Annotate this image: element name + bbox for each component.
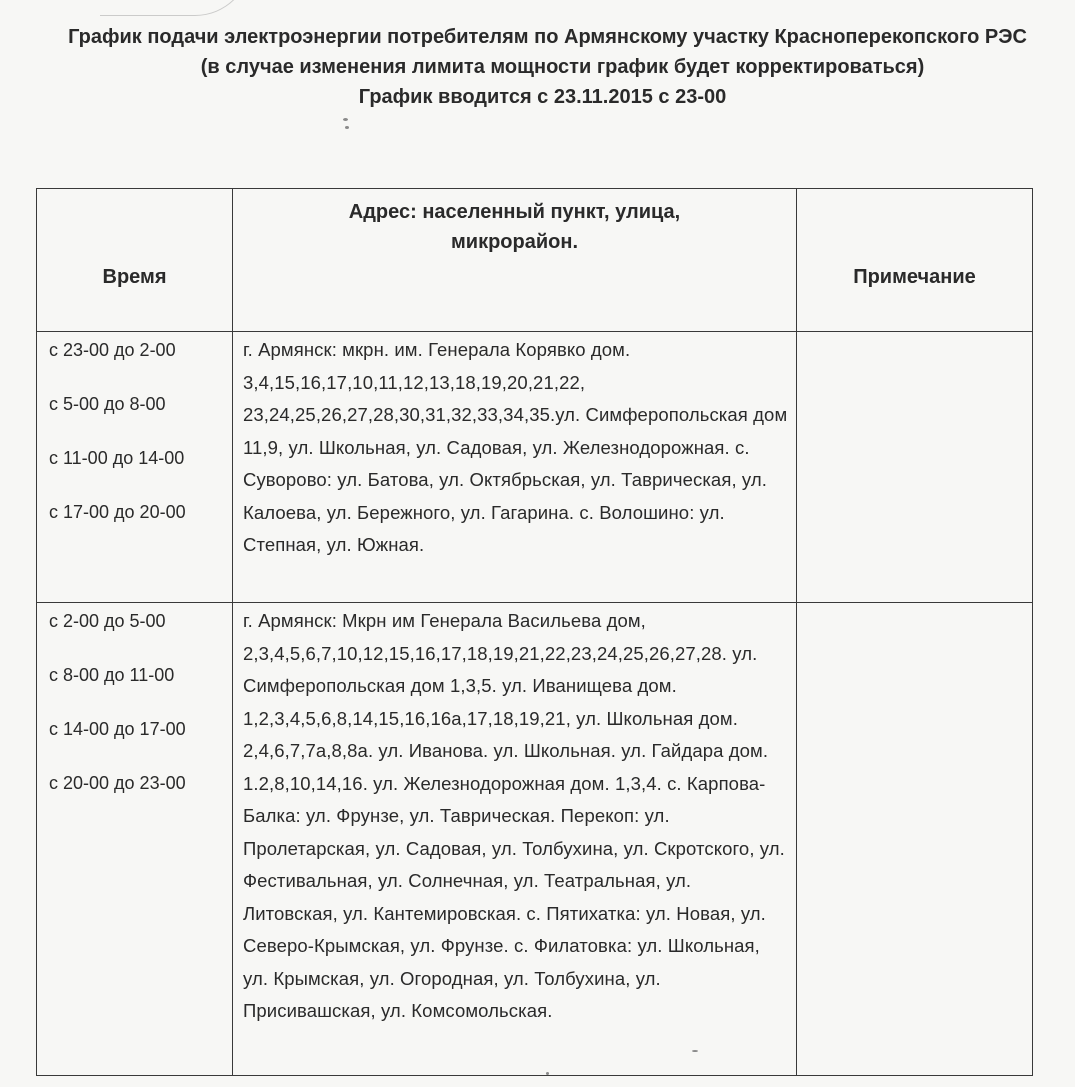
time-slot: с 11-00 до 14-00 (49, 448, 185, 468)
table-header-row (37, 189, 1033, 332)
column-header-address-line2: микрорайон. (450, 231, 579, 253)
address-cell: г. Армянск: мкрн. им. Генерала Корявко дом. 3,4,15,16,17,10,11,12,13,18,19,20,21,22, 23,24,25,26,27,28,30,31,32,33,34,35.ул. Симферопольская дом 11,9, ул. Школьная, ул. Садовая, ул. Железнодорожная. с. Суворово: ул. Батова, ул. Октябрьская, ул. Таврическая, ул. Калоева, ул. Бережного, ул. Гагарина. с. Волошино: ул. Степная, ул. Южная. (233, 332, 797, 603)
column-header-time: Время (37, 189, 233, 332)
time-cell (37, 603, 233, 1076)
stamp-mark (100, 0, 251, 16)
document-subtitle: (в случае изменения лимита мощности график будет корректироваться) (200, 56, 925, 78)
scan-speck (345, 126, 349, 129)
table-row (37, 332, 1033, 603)
effective-date: График вводится с 23.11.2015 с 23-00 (358, 86, 727, 108)
note-cell (797, 603, 1033, 1076)
time-slot: с 23-00 до 2-00 (49, 340, 176, 360)
time-slot: с 8-00 до 11-00 (49, 665, 175, 685)
document-header (0, 22, 1075, 112)
document-title: График подачи электроэнергии потребителям по Армянскому участку Красноперекопского РЭС (68, 26, 1027, 48)
column-header-address (233, 189, 797, 332)
address-cell: г. Армянск: Мкрн им Генерала Васильева дом, 2,3,4,5,6,7,10,12,15,16,17,18,19,21,22,23,24,25,26,27,28. ул. Симферопольская дом 1,3,5. ул. Иванищева дом. 1,2,3,4,5,6,8,14,15,16,16а,17,18,19,21, ул. Школьная дом. 2,4,6,7,7а,8,8а. ул. Иванова. ул. Школьная. ул. Гайдара дом. 1.2,8,10,14,16. ул. Железнодорожная дом. 1,3,4. с. Карпова-Балка: ул. Фрунзе, ул. Таврическая. Перекоп: ул. Пролетарская, ул. Садовая, ул. Толбухина, ул. Скротского, ул. Фестивальная, ул. Солнечная, ул. Театральная, ул. Литовская, ул. Кантемировская. с. Пятихатка: ул. Новая, ул. Северо-Крымская, ул. Фрунзе. с. Филатовка: ул. Школьная, ул. Крымская, ул. Огородная, ул. Толбухина, ул. Присивашская, ул. Комсомольская. (233, 603, 797, 1076)
time-cell (37, 332, 233, 603)
time-slot: с 2-00 до 5-00 (49, 611, 166, 631)
time-slot: с 5-00 до 8-00 (49, 394, 166, 414)
time-slot: с 14-00 до 17-00 (49, 719, 186, 739)
time-slot: с 17-00 до 20-00 (49, 502, 186, 522)
scan-speck (343, 118, 348, 121)
power-schedule-table (36, 188, 1033, 1076)
column-header-note: Примечание (797, 189, 1033, 332)
table-row (37, 603, 1033, 1076)
note-cell (797, 332, 1033, 603)
column-header-address-line1: Адрес: населенный пункт, улица, (348, 201, 681, 223)
time-slot: с 20-00 до 23-00 (49, 773, 186, 793)
